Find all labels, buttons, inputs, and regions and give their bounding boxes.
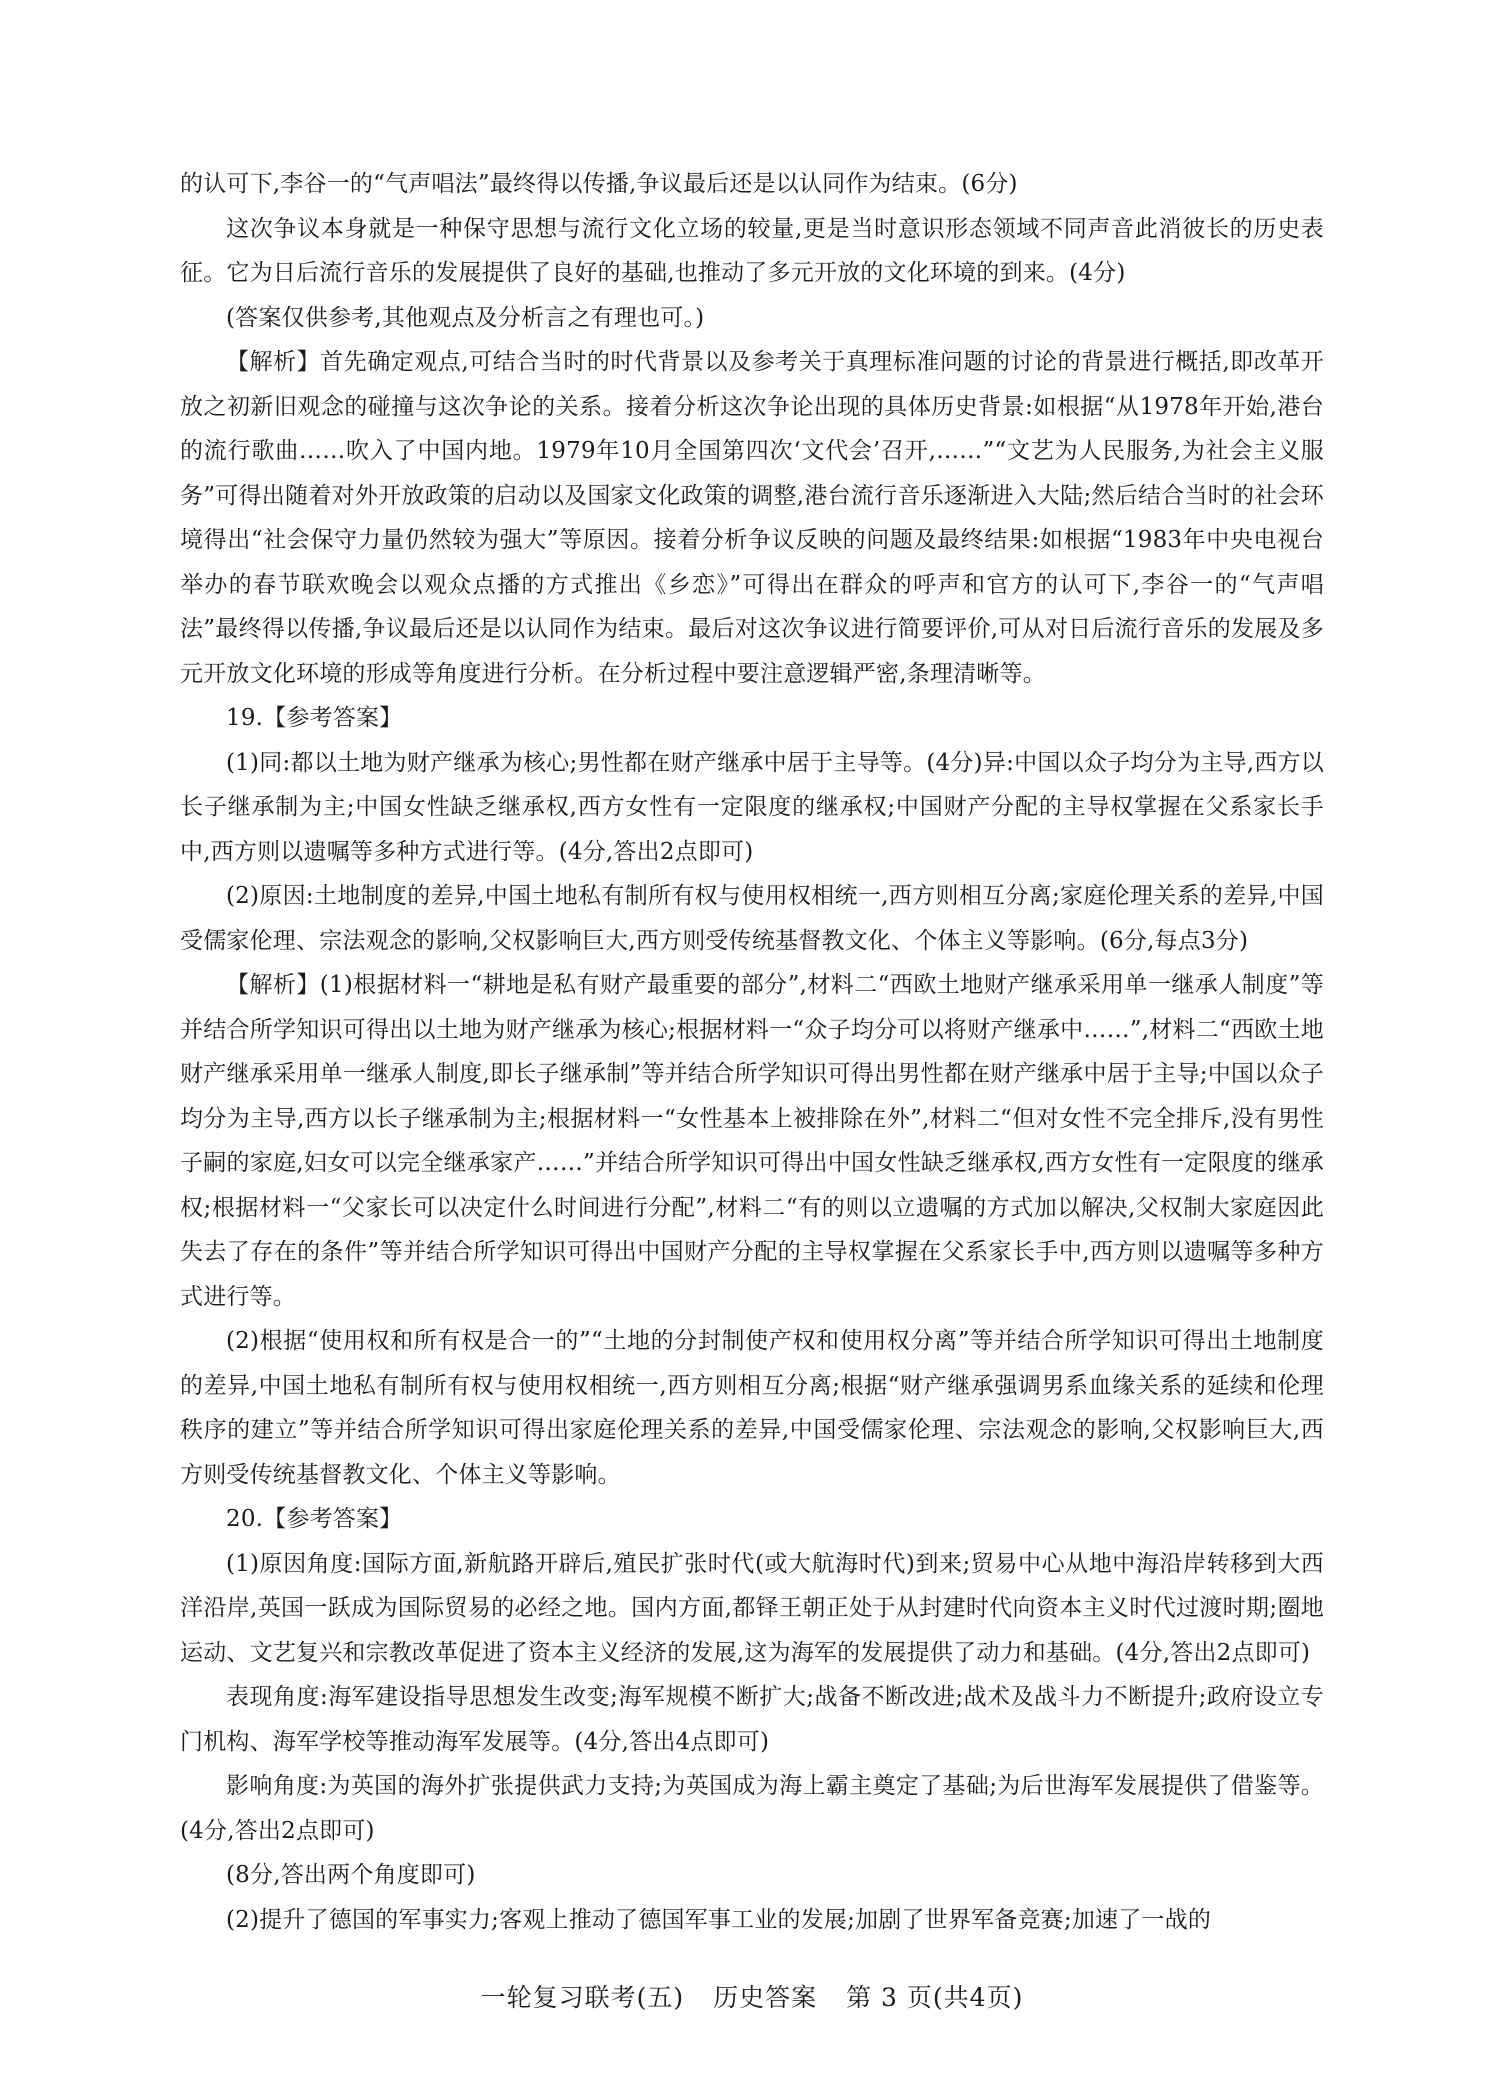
paragraph: (8分,答出两个角度即可): [226, 1862, 476, 1888]
answer-content: [180, 162, 1324, 1942]
paragraph: (1)原因角度:国际方面,新航路开辟后,殖民扩张时代(或大航海时代)到来;贸易中心从地中海沿岸转移到大西洋沿岸,英国一跃成为国际贸易的必经之地。国内方面,都铎王朝正处于从封建时代向资本主义时代过渡时期;圈地运动、文艺复兴和宗教改革促进了资本主义经济的发展,这为海军的发展提供了动力和基础。(4分,答出2点即可): [180, 1550, 1324, 1666]
paragraph: (2)原因:土地制度的差异,中国土地私有制所有权与使用权相统一,西方则相互分离;家庭伦理关系的差异,中国受儒家伦理、宗法观念的影响,父权影响巨大,西方则受传统基督教文化、个体主义等影响。(6分,每点3分): [180, 883, 1324, 954]
paragraph: (2)提升了德国的军事实力;客观上推动了德国军事工业的发展;加剧了世界军备竞赛;加速了一战的: [226, 1906, 1212, 1933]
paragraph: (答案仅供参考,其他观点及分析言之有理也可。): [226, 304, 705, 331]
question-20-heading: 20.【参考答案】: [226, 1506, 403, 1532]
paragraph: 这次争议本身就是一种保守思想与流行文化立场的较量,更是当时意识形态领域不同声音此消彼长的历史表征。它为日后流行音乐的发展提供了良好的基础,也推动了多元开放的文化环境的到来。(4分): [180, 215, 1324, 286]
footer-subject: 历史答案: [713, 1983, 818, 2012]
footer-page-number: 第 3 页(共4页): [846, 1983, 1024, 2012]
paragraph: (2)根据“使用权和所有权是合一的”“土地的分封制使产权和使用权分离”等并结合所学知识可得出土地制度的差异,中国土地私有制所有权与使用权相统一,西方则相互分离;根据“财产继承强调男系血缘关系的延续和伦理秩序的建立”等并结合所学知识可得出家庭伦理关系的差异,中国受儒家伦理、宗法观念的影响,父权影响巨大,西方则受传统基督教文化、个体主义等影响。: [180, 1328, 1324, 1488]
paragraph: 的认可下,李谷一的“气声唱法”最终得以传播,争议最后还是以认同作为结束。(6分): [180, 171, 1018, 197]
analysis-paragraph: 【解析】(1)根据材料一“耕地是私有财产最重要的部分”,材料二“西欧土地财产继承采用单一继承人制度”等并结合所学知识可得出以土地为财产继承为核心;根据材料一“众子均分可以将财产继承中……”,材料二“西欧土地财产继承采用单一继承人制度,即长子继承制”等并结合所学知识可得出男性都在财产继承中居于主导;中国以众子均分为主导,西方以长子继承制为主;根据材料一“女性基本上被排除在外”,材料二“但对女性不完全排斥,没有男性子嗣的家庭,妇女可以完全继承家产……”并结合所学知识可得出中国女性缺乏继承权,西方女性有一定限度的继承权;根据材料一“父家长可以决定什么时间进行分配”,材料二“有的则以立遗嘱的方式加以解决,父权制大家庭因此失去了存在的条件”等并结合所学知识可得出中国财产分配的主导权掌握在父系家长手中,西方则以遗嘱等多种方式进行等。: [180, 972, 1324, 1310]
footer-exam: 一轮复习联考(五): [480, 1983, 685, 2012]
paragraph: 表现角度:海军建设指导思想发生改变;海军规模不断扩大;战备不断改进;战术及战斗力不断提升;政府设立专门机构、海军学校等推动海军发展等。(4分,答出4点即可): [180, 1684, 1324, 1755]
paragraph: (1)同:都以土地为财产继承为核心;男性都在财产继承中居于主导等。(4分)异:中国以众子均分为主导,西方以长子继承制为主;中国女性缺乏继承权,西方女性有一定限度的继承权;中国财产分配的主导权掌握在父系家长手中,西方则以遗嘱等多种方式进行等。(4分,答出2点即可): [180, 749, 1324, 865]
analysis-paragraph: 【解析】首先确定观点,可结合当时的时代背景以及参考关于真理标准问题的讨论的背景进行概括,即改革开放之初新旧观念的碰撞与这次争论的关系。接着分析这次争论出现的具体历史背景:如根据“从1978年开始,港台的流行歌曲……吹入了中国内地。1979年10月全国第四次‘文代会’召开,……”“文艺为人民服务,为社会主义服务”可得出随着对外开放政策的启动以及国家文化政策的调整,港台流行音乐逐渐进入大陆;然后结合当时的社会环境得出“社会保守力量仍然较为强大”等原因。接着分析争议反映的问题及最终结果:如根据“1983年中央电视台举办的春节联欢晚会以观众点播的方式推出《乡恋》”可得出在群众的呼声和官方的认可下,李谷一的“气声唱法”最终得以传播,争议最后还是以认同作为结束。最后对这次争议进行简要评价,可从对日后流行音乐的发展及多元开放文化环境的形成等角度进行分析。在分析过程中要注意逻辑严密,条理清晰等。: [180, 349, 1324, 687]
paragraph: 影响角度:为英国的海外扩张提供武力支持;为英国成为海上霸主奠定了基础;为后世海军发展提供了借鉴等。(4分,答出2点即可): [180, 1773, 1324, 1844]
page-footer: [0, 1978, 1504, 2014]
question-19-heading: 19.【参考答案】: [226, 705, 403, 731]
